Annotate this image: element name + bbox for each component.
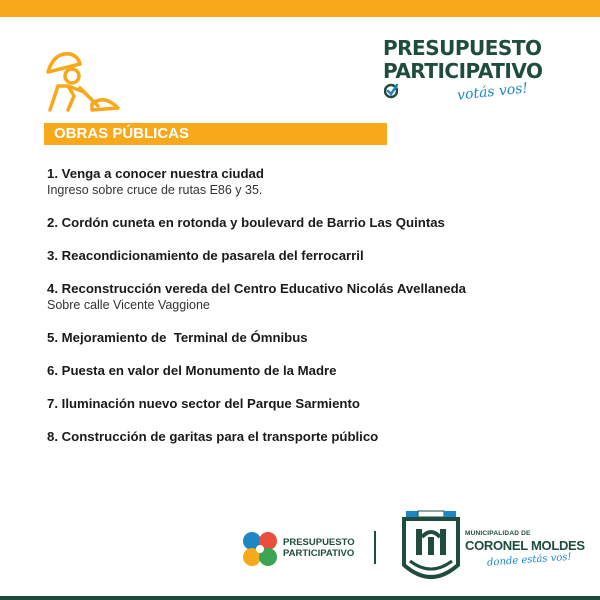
- municipal-crest-icon: [400, 507, 462, 587]
- bottom-accent-bar: [0, 596, 600, 600]
- item-subtitle: Ingreso sobre cruce de rutas E86 y 35.: [47, 183, 263, 197]
- item-title: 2. Cordón cuneta en rotonda y boulevard de Barrio Las Quintas: [47, 215, 445, 230]
- item-title: 3. Reacondicionamiento de pasarela del ferrocarril: [47, 248, 364, 263]
- top-accent-bar: [0, 0, 600, 17]
- muni-name: CORONEL MOLDES: [465, 538, 585, 553]
- item-title: 5. Mejoramiento de Terminal de Ómnibus: [47, 330, 308, 345]
- item-title: 7. Iluminación nuevo sector del Parque Sarmiento: [47, 396, 360, 411]
- item-title: 8. Construcción de garitas para el transporte público: [47, 429, 379, 444]
- brand-line2-text: PARTICIPATIVO: [383, 59, 543, 83]
- muni-slogan: donde estás vos!: [486, 551, 572, 569]
- footer-logo-line2: PARTICIPATIVO: [283, 548, 355, 559]
- construction-worker-icon: [38, 48, 122, 114]
- presupuesto-participativo-brand: [383, 38, 553, 108]
- item-title: 4. Reconstrucción vereda del Centro Educativo Nicolás Avellaneda: [47, 281, 466, 296]
- list-item: [47, 395, 587, 412]
- list-item: [47, 214, 587, 231]
- muni-small-label: MUNICIPALIDAD DE: [465, 530, 531, 537]
- section-title: OBRAS PÚBLICAS: [44, 123, 387, 145]
- item-subtitle: Sobre calle Vicente Vaggione: [47, 298, 210, 312]
- item-title: 1. Venga a conocer nuestra ciudad: [47, 166, 264, 181]
- list-item: [47, 428, 587, 445]
- list-item: [47, 362, 587, 379]
- item-title: 6. Puesta en valor del Monumento de la Madre: [47, 363, 337, 378]
- brand-line1: PRESUPUESTO: [383, 36, 542, 60]
- municipality-logo: [465, 530, 590, 569]
- list-item: [47, 247, 587, 264]
- brand-tagline: votás vos!: [456, 80, 529, 104]
- footer-divider: [374, 531, 376, 564]
- footer-logo-text: [283, 537, 355, 559]
- colored-circles-icon: [240, 529, 280, 569]
- list-item: [47, 165, 587, 198]
- list-item: [47, 329, 587, 346]
- footer-logo-line1: PRESUPUESTO: [283, 537, 355, 548]
- list-item: [47, 280, 587, 313]
- footer-presupuesto-logo: [240, 527, 370, 567]
- check-icon: [384, 81, 398, 99]
- works-list: [47, 165, 587, 461]
